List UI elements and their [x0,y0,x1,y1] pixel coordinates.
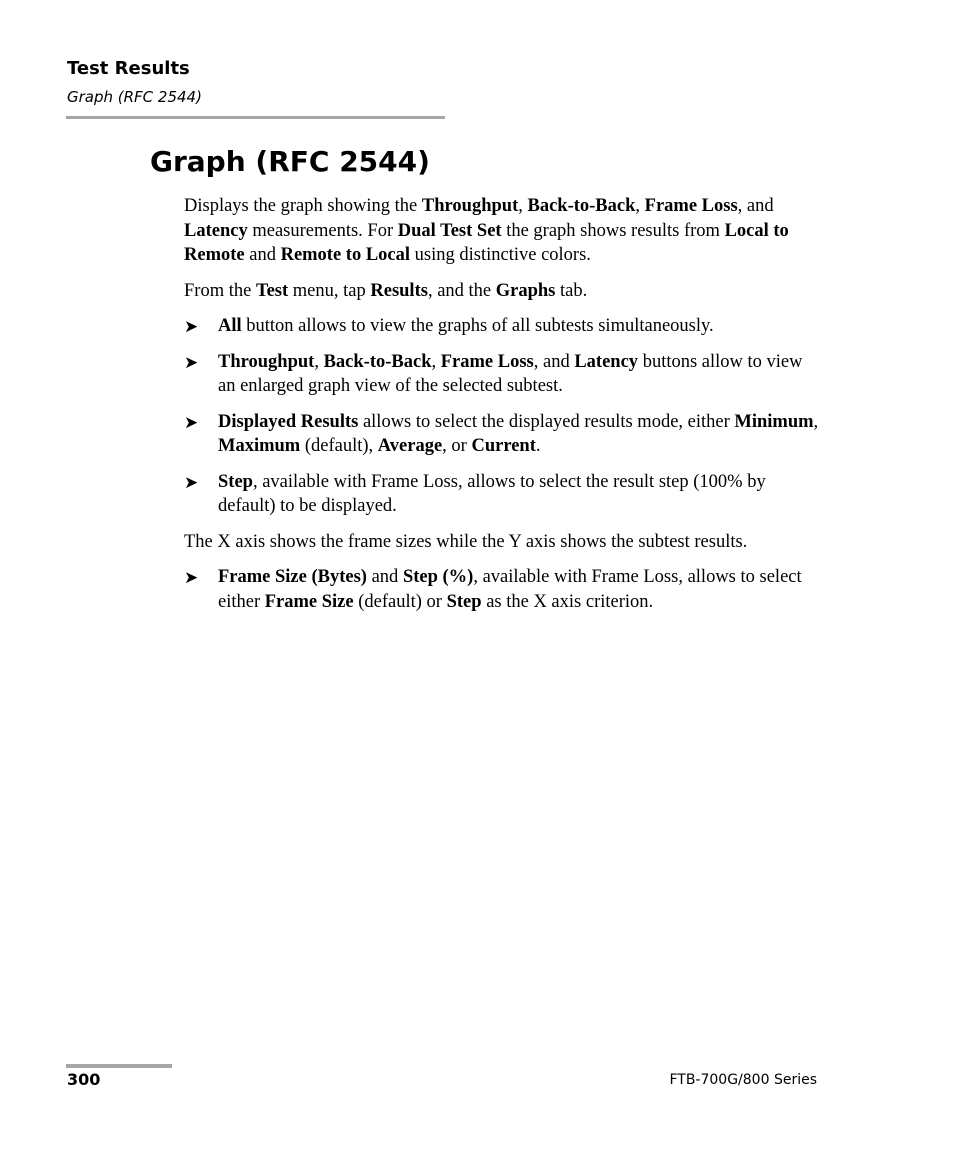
list-item-text: . [535,436,541,456]
page-number: 300 [67,1070,101,1089]
bullet-list [184,314,824,519]
arrow-bullet-icon: ➤ [184,352,199,373]
term-displayed-results: Displayed Results [218,411,359,432]
intro-text: Displays the graph showing the [184,196,422,216]
list-item-text: (default) or [353,591,447,612]
list-item-text: , available with Frame Loss, allows to select the result step (100% by default) to be displayed. [218,471,766,516]
footer-divider [66,1064,172,1068]
intro-text: , [518,196,528,216]
term-minimum: Minimum [734,411,814,432]
list-item-text: allows to select the displayed results mode, either [358,411,735,432]
running-header-chapter: Test Results [67,58,190,79]
list-item-text: , or [442,436,472,456]
axis-paragraph: The X axis shows the frame sizes while the Y axis shows the subtest results. [184,531,748,552]
list-item [184,470,824,519]
term-frame-loss: Frame Loss [440,351,534,372]
intro-text: using distinctive colors. [410,245,591,265]
term-local-to-remote: Local to Remote [184,220,789,265]
term-step-percent: Step (%) [402,567,474,587]
term-graphs-tab: Graphs [495,280,556,301]
bullet-list [184,565,824,614]
list-item-text: (default), [300,436,378,456]
running-header-section: Graph (RFC 2544) [67,88,202,106]
intro-text: measurements. For [247,220,398,241]
intro-text: , [635,196,645,216]
list-item [184,565,824,614]
term-back-to-back: Back-to-Back [527,196,636,216]
arrow-bullet-icon: ➤ [184,472,199,493]
term-latency: Latency [574,351,639,372]
intro-text: and [244,245,281,265]
term-step: Step [446,591,482,612]
list-item-text: and [366,567,403,587]
term-throughput: Throughput [421,196,519,216]
term-results: Results [370,280,428,301]
product-series: FTB-700G/800 Series [669,1072,817,1088]
term-current: Current [471,436,536,456]
header-divider [66,116,445,119]
intro-text: the graph shows results from [501,220,725,241]
term-remote-to-local: Remote to Local [280,245,411,265]
term-test-menu: Test [255,280,289,301]
list-item-text: as the X axis criterion. [481,591,654,612]
term-average: Average [377,436,443,456]
list-item [184,350,824,399]
term-dual-test-set: Dual Test Set [397,220,502,241]
arrow-bullet-icon: ➤ [184,568,199,588]
list-item [184,314,824,339]
term-maximum: Maximum [218,436,301,456]
list-item [184,410,824,459]
list-item-text: button allows to view the graphs of all subtests simultaneously. [241,316,714,336]
arrow-bullet-icon: ➤ [184,412,199,433]
content-body [184,194,824,625]
list-item-text: , [431,351,441,372]
term-frame-loss: Frame Loss [644,196,738,216]
term-back-to-back: Back-to-Back [323,351,432,372]
term-all: All [218,316,242,336]
intro-text: , and [737,196,774,216]
nav-text: menu, tap [288,280,371,301]
list-item-text: , and [533,351,575,372]
navigation-paragraph [184,279,824,304]
term-frame-size: Frame Size [264,591,354,612]
list-item-text: buttons allow to view an enlarged graph view of the selected subtest. [218,351,803,396]
nav-text: , and the [427,280,496,301]
list-item-text: , available with Frame Loss, allows to select either [218,567,802,612]
arrow-bullet-icon: ➤ [184,317,199,337]
term-throughput: Throughput [218,351,315,372]
term-step: Step [218,471,253,492]
page-title: Graph (RFC 2544) [150,145,430,178]
nav-text: tab. [555,280,588,301]
term-frame-size-bytes: Frame Size (Bytes) [218,567,367,587]
list-item-text: , [813,411,819,432]
list-item-text: , [314,351,324,372]
intro-paragraph [184,194,824,268]
term-latency: Latency [184,220,248,241]
nav-text: From the [184,280,256,301]
